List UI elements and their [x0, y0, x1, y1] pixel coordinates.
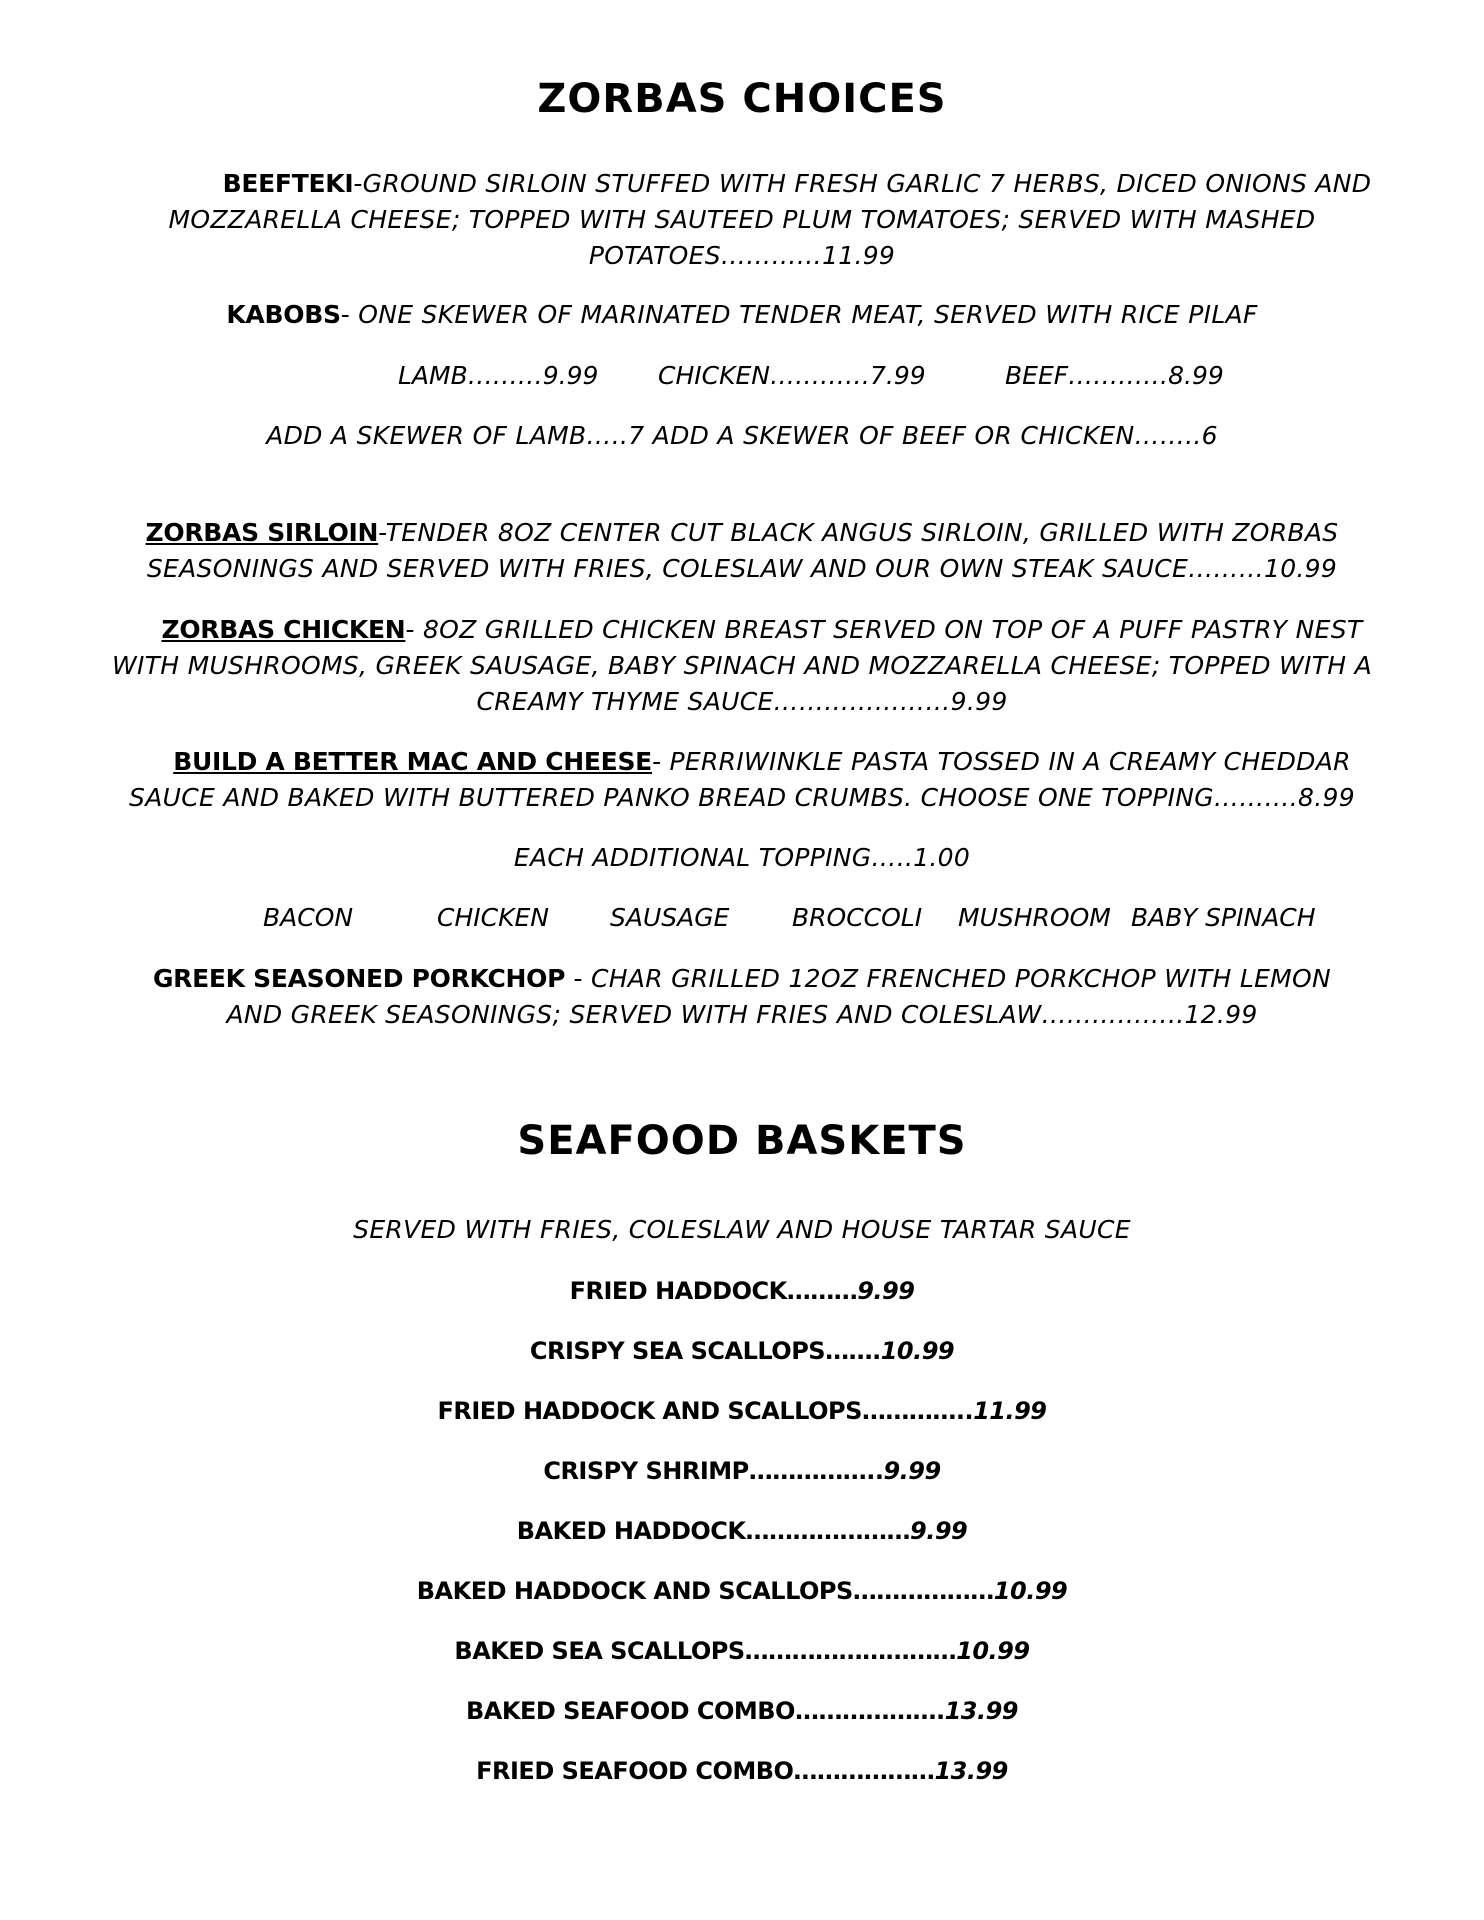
basket-item — [0, 1513, 1484, 1549]
basket-item-price: 13.99 — [944, 1697, 1018, 1725]
basket-item-name: BAKED HADDOCK………………… — [516, 1517, 911, 1545]
chicken-desc-1: - 8OZ GRILLED CHICKEN BREAST SERVED ON TOP OF A PUFF PASTRY NEST — [405, 615, 1363, 644]
section-title-zorbas-choices: ZORBAS CHOICES — [537, 76, 947, 122]
seafood-subtitle: SERVED WITH FRIES, COLESLAW AND HOUSE TARTAR SAUCE — [353, 1215, 1131, 1244]
beefteki-line-3: POTATOES…………11.99 — [588, 241, 896, 270]
basket-item-name: BAKED SEAFOOD COMBO………………. — [466, 1697, 945, 1725]
mac-name: BUILD A BETTER MAC AND CHEESE — [173, 747, 652, 776]
porkchop-desc-1: - CHAR GRILLED 12OZ FRENCHED PORKCHOP WITH LEMON — [565, 964, 1332, 993]
topping-chicken: CHICKEN — [437, 903, 549, 932]
basket-item-price: 10.99 — [956, 1637, 1030, 1665]
basket-item — [0, 1693, 1484, 1729]
topping-baby-spinach: BABY SPINACH — [1131, 903, 1316, 932]
mac-additional-topping: EACH ADDITIONAL TOPPING…..1.00 — [513, 843, 971, 872]
porkchop-name: GREEK SEASONED PORKCHOP — [152, 964, 566, 993]
beefteki-line-2: MOZZARELLA CHEESE; TOPPED WITH SAUTEED PLUM TOMATOES; SERVED WITH MASHED — [168, 205, 1316, 234]
basket-item-name: FRIED SEAFOOD COMBO……………… — [476, 1757, 935, 1785]
sirloin-name: ZORBAS SIRLOIN — [145, 518, 379, 547]
basket-item-name: BAKED HADDOCK AND SCALLOPS……………… — [416, 1577, 994, 1605]
basket-item-price: 11.99 — [973, 1397, 1047, 1425]
basket-item-name: CRISPY SEA SCALLOPS……. — [529, 1337, 881, 1365]
kabob-option-beef: BEEF…………8.99 — [1005, 361, 1224, 390]
basket-item-price: 9.99 — [857, 1277, 915, 1305]
porkchop-line-1 — [0, 961, 1484, 997]
topping-bacon: BACON — [263, 903, 354, 932]
beefteki-line-1 — [0, 166, 1484, 202]
mac-desc-1: - PERRIWINKLE PASTA TOSSED IN A CREAMY CHEDDAR — [651, 747, 1351, 776]
kabob-option-lamb: LAMB………9.99 — [398, 361, 599, 390]
kabobs-line — [0, 297, 1484, 333]
basket-item-name: FRIED HADDOCK AND SCALLOPS………….. — [437, 1397, 974, 1425]
chicken-line-3: CREAMY THYME SAUCE…………………9.99 — [476, 687, 1008, 716]
basket-item-price: 9.99 — [910, 1517, 968, 1545]
mac-line-1 — [0, 744, 1484, 780]
chicken-line-2: WITH MUSHROOMS, GREEK SAUSAGE, BABY SPINACH AND MOZZARELLA CHEESE; TOPPED WITH A — [111, 651, 1373, 680]
topping-broccoli: BROCCOLI — [792, 903, 923, 932]
basket-item — [0, 1753, 1484, 1789]
basket-item-name: CRISPY SHRIMP…………….. — [543, 1457, 884, 1485]
porkchop-line-2: AND GREEK SEASONINGS; SERVED WITH FRIES AND COLESLAW……………..12.99 — [226, 1000, 1258, 1029]
chicken-line-1 — [0, 612, 1484, 648]
basket-item-price: 10.99 — [993, 1577, 1068, 1605]
basket-item-name: BAKED SEA SCALLOPS……………………… — [454, 1637, 957, 1665]
sirloin-line-2: SEASONINGS AND SERVED WITH FRIES, COLESLAW AND OUR OWN STEAK SAUCE………10.99 — [146, 554, 1338, 583]
basket-item — [0, 1453, 1484, 1489]
beefteki-desc-1: -GROUND SIRLOIN STUFFED WITH FRESH GARLIC 7 HERBS, DICED ONIONS AND — [353, 169, 1372, 198]
kabobs-name: KABOBS — [226, 300, 341, 329]
basket-item — [0, 1393, 1484, 1429]
sirloin-desc-1: -TENDER 8OZ CENTER CUT BLACK ANGUS SIRLOIN, GRILLED WITH ZORBAS — [378, 518, 1339, 547]
kabob-option-chicken: CHICKEN…………7.99 — [658, 361, 926, 390]
basket-item — [0, 1573, 1484, 1609]
basket-item-price: 13.99 — [934, 1757, 1008, 1785]
basket-item-name: FRIED HADDOCK……… — [569, 1277, 858, 1305]
basket-item-price: 9.99 — [883, 1457, 941, 1485]
kabob-addon-line: ADD A SKEWER OF LAMB…..7 ADD A SKEWER OF BEEF OR CHICKEN……..6 — [266, 421, 1218, 450]
topping-mushroom: MUSHROOM — [958, 903, 1111, 932]
section-title-seafood-baskets: SEAFOOD BASKETS — [517, 1118, 967, 1164]
beefteki-name: BEEFTEKI — [222, 169, 354, 198]
topping-sausage: SAUSAGE — [610, 903, 730, 932]
sirloin-line-1 — [0, 515, 1484, 551]
mac-line-2: SAUCE AND BAKED WITH BUTTERED PANKO BREAD CRUMBS. CHOOSE ONE TOPPING……….8.99 — [129, 783, 1355, 812]
kabobs-desc: - ONE SKEWER OF MARINATED TENDER MEAT, SERVED WITH RICE PILAF — [340, 300, 1258, 329]
basket-item — [0, 1633, 1484, 1669]
chicken-name: ZORBAS CHICKEN — [161, 615, 406, 644]
basket-item-price: 10.99 — [880, 1337, 955, 1365]
basket-item — [0, 1333, 1484, 1369]
basket-item — [0, 1273, 1484, 1309]
